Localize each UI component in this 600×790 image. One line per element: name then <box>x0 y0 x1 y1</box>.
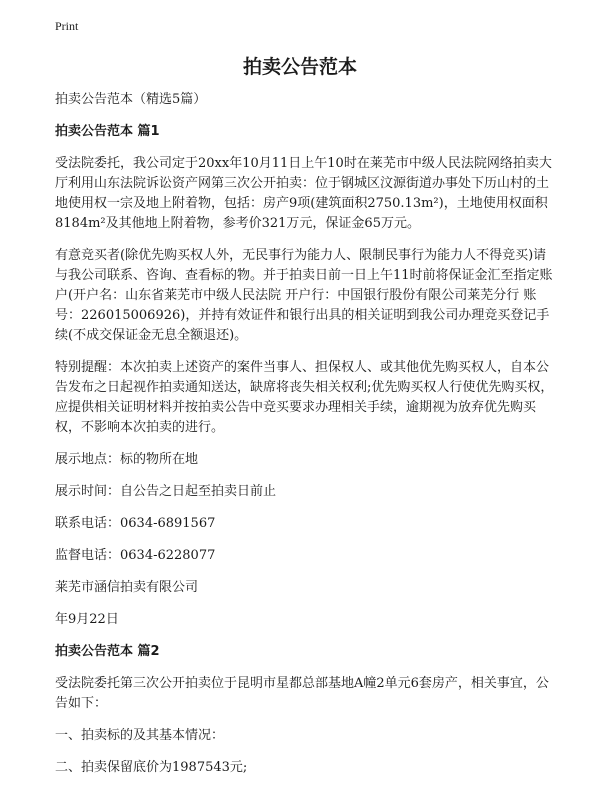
page-title: 拍卖公告范本 <box>242 56 357 78</box>
paragraph: 二、拍卖保留底价为1987543元; <box>55 760 248 775</box>
section-heading: 拍卖公告范本 篇1 <box>55 124 160 139</box>
subtitle: 拍卖公告范本（精选5篇） <box>55 92 207 107</box>
paragraph: 年9月22日 <box>55 612 119 627</box>
paragraph: 展示地点：标的物所在地 <box>55 452 199 467</box>
paragraph: 展示时间：自公告之日起至拍卖日前止 <box>55 484 277 499</box>
paragraph: 有意竞买者(除优先购买权人外，无民事行为能力人、限制民事行为能力人不得竞买)请与我公司联系、咨询、查看标的物。并于拍卖日前一日上午11时前将保证金汇至指定账户(开户名：山东省莱芜市中级人民法院 开户行：中国银行股份有限公司莱芜分行 账号：226015006926)，并持有效证件和银行出具的相关证明到我公司办理竞买登记手续(不成交保证金无息全额退还)。 <box>55 248 553 343</box>
paragraph: 受法院委托第三次公开拍卖位于昆明市星都总部基地A幢2单元6套房产，相关事宜，公告如下： <box>55 676 549 711</box>
paragraph: 一、拍卖标的及其基本情况： <box>55 728 225 743</box>
document-body <box>55 90 555 790</box>
paragraph: 特别提醒：本次拍卖上述资产的案件当事人、担保权人、或其他优先购买权人，自本公告发布之日起视作拍卖通知送达，缺席将丧失相关权利;优先购买权人行使优先购买权，应提供相关证明材料并按拍卖公告中竞买要求办理相关手续，逾期视为放弃优先购买权，不影响本次拍卖的进行。 <box>55 360 554 435</box>
section-heading: 拍卖公告范本 篇2 <box>55 644 160 659</box>
paragraph: 监督电话：0634-6228077 <box>55 548 216 563</box>
paragraph: 联系电话：0634-6891567 <box>55 516 216 531</box>
paragraph: 莱芜市涵信拍卖有限公司 <box>55 580 199 595</box>
print-link[interactable]: Print <box>55 19 79 33</box>
paragraph: 受法院委托，我公司定于20xx年10月11日上午10时在莱芜市中级人民法院网络拍卖大厅利用山东法院诉讼资产网第三次公开拍卖：位于钢城区汶源街道办事处下历山村的土地使用权一宗及地上附着物，包括：房产9项(建筑面积2750.13m²)，土地使用权面积8184m²及其他地上附着物，参考价321万元，保证金65万元。 <box>55 156 552 231</box>
